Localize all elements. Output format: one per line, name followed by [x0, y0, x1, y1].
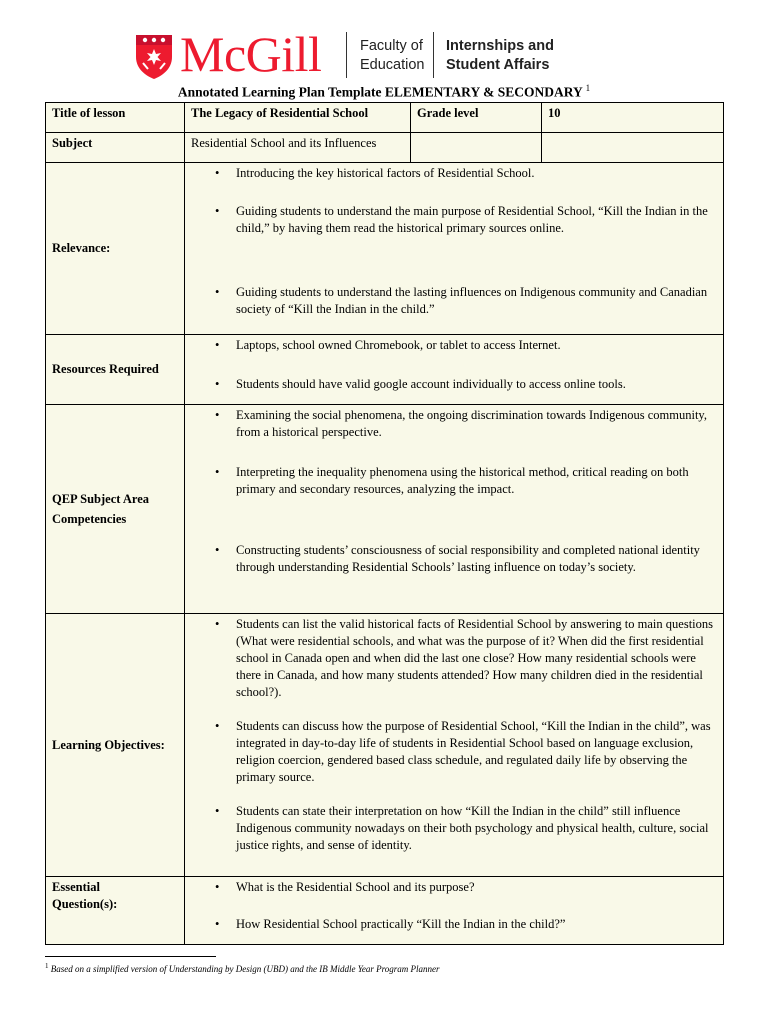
list-item: • What is the Residential School and its purpose? — [191, 879, 717, 896]
list-item: • Guiding students to understand the main purpose of Residential School, “Kill the Indian in the child,” by having them read the historical primary sources online. — [191, 203, 717, 237]
questions-label-line-2: Question(s): — [52, 897, 118, 911]
subject-value: Residential School and its Influences — [185, 133, 411, 163]
list-item: • Laptops, school owned Chromebook, or tablet to access Internet. — [191, 337, 717, 354]
table-row — [46, 405, 724, 614]
header-divider — [433, 32, 434, 78]
qep-content — [185, 405, 724, 614]
title-label: Title of lesson — [46, 103, 185, 133]
footnote-marker: 1 — [585, 83, 591, 93]
learning-plan-table — [45, 102, 724, 945]
unit-line-2: Student Affairs — [446, 57, 550, 73]
mcgill-crest-icon — [134, 33, 174, 80]
table-row — [46, 133, 724, 163]
questions-content — [185, 877, 724, 945]
relevance-label: Relevance: — [46, 163, 185, 335]
list-item: • Students can state their interpretation on how “Kill the Indian in the child” still influence Indigenous community nowadays on their both psychology and physical health, culture, social justice rights, and sense of identity. — [191, 803, 717, 854]
list-item: • Students can discuss how the purpose of Residential School, “Kill the Indian in the child”, was integrated in day-to-day life of students in Residential School based on language exclusion, religion coercion, gendered based class schedule, and regulated daily life by observing the primary source. — [191, 718, 717, 786]
list-item: • Constructing students’ consciousness of social responsibility and completed national identity through understanding Residential Schools’ lasting influence on today’s society. — [191, 542, 717, 576]
relevance-content — [185, 163, 724, 335]
grade-label: Grade level — [411, 103, 542, 133]
questions-label — [46, 877, 185, 945]
table-row — [46, 877, 724, 945]
empty-cell — [542, 133, 724, 163]
list-item: • Guiding students to understand the lasting influences on Indigenous community and Canadian society of “Kill the Indian in the child.” — [191, 284, 717, 318]
list-item: • Examining the social phenomena, the ongoing discrimination towards Indigenous community, from a historical perspective. — [191, 407, 717, 441]
document-title — [0, 83, 768, 101]
footnote-rule — [45, 956, 216, 957]
list-item: • Students can list the valid historical facts of Residential School by answering to main questions (What were residential schools, and what was the purpose of it? When did the first residential school in Canada open and when did the last one close? How many residential schools were there in Canada, and how many students attended? How many children died in the residential school?). — [191, 616, 717, 701]
resources-content — [185, 335, 724, 405]
faculty-line-2: Education — [360, 57, 425, 73]
objectives-label: Learning Objectives: — [46, 614, 185, 877]
footnote — [45, 962, 440, 974]
letterhead — [0, 0, 768, 84]
list-item: • How Residential School practically “Kill the Indian in the child?” — [191, 916, 717, 933]
grade-value: 10 — [542, 103, 724, 133]
empty-cell — [411, 133, 542, 163]
qep-label — [46, 405, 185, 614]
subject-label: Subject — [46, 133, 185, 163]
faculty-line-1: Faculty of — [360, 38, 423, 54]
document-title-text: Annotated Learning Plan Template ELEMENTARY & SECONDARY — [177, 84, 583, 100]
qep-label-line-1: QEP Subject Area — [52, 491, 149, 506]
unit-line-1: Internships and — [446, 38, 554, 54]
questions-label-line-1: Essential — [52, 880, 100, 894]
footnote-number: 1 — [45, 962, 49, 970]
table-row — [46, 103, 724, 133]
header-divider — [346, 32, 347, 78]
objectives-content — [185, 614, 724, 877]
mcgill-wordmark: McGill — [180, 26, 322, 82]
faculty-name — [360, 37, 425, 75]
qep-label-line-2: Competencies — [52, 511, 127, 526]
table-row — [46, 335, 724, 405]
title-value: The Legacy of Residential School — [185, 103, 411, 133]
table-row — [46, 614, 724, 877]
resources-label: Resources Required — [46, 335, 185, 405]
unit-name — [446, 37, 554, 75]
table-row — [46, 163, 724, 335]
footnote-text: Based on a simplified version of Understanding by Design (UBD) and the IB Middle Year Program Planner — [50, 964, 440, 974]
list-item: • Introducing the key historical factors of Residential School. — [191, 165, 717, 182]
list-item: • Interpreting the inequality phenomena using the historical method, critical reading on both primary and secondary resources, analyzing the impact. — [191, 464, 717, 498]
list-item: • Students should have valid google account individually to access online tools. — [191, 376, 717, 393]
